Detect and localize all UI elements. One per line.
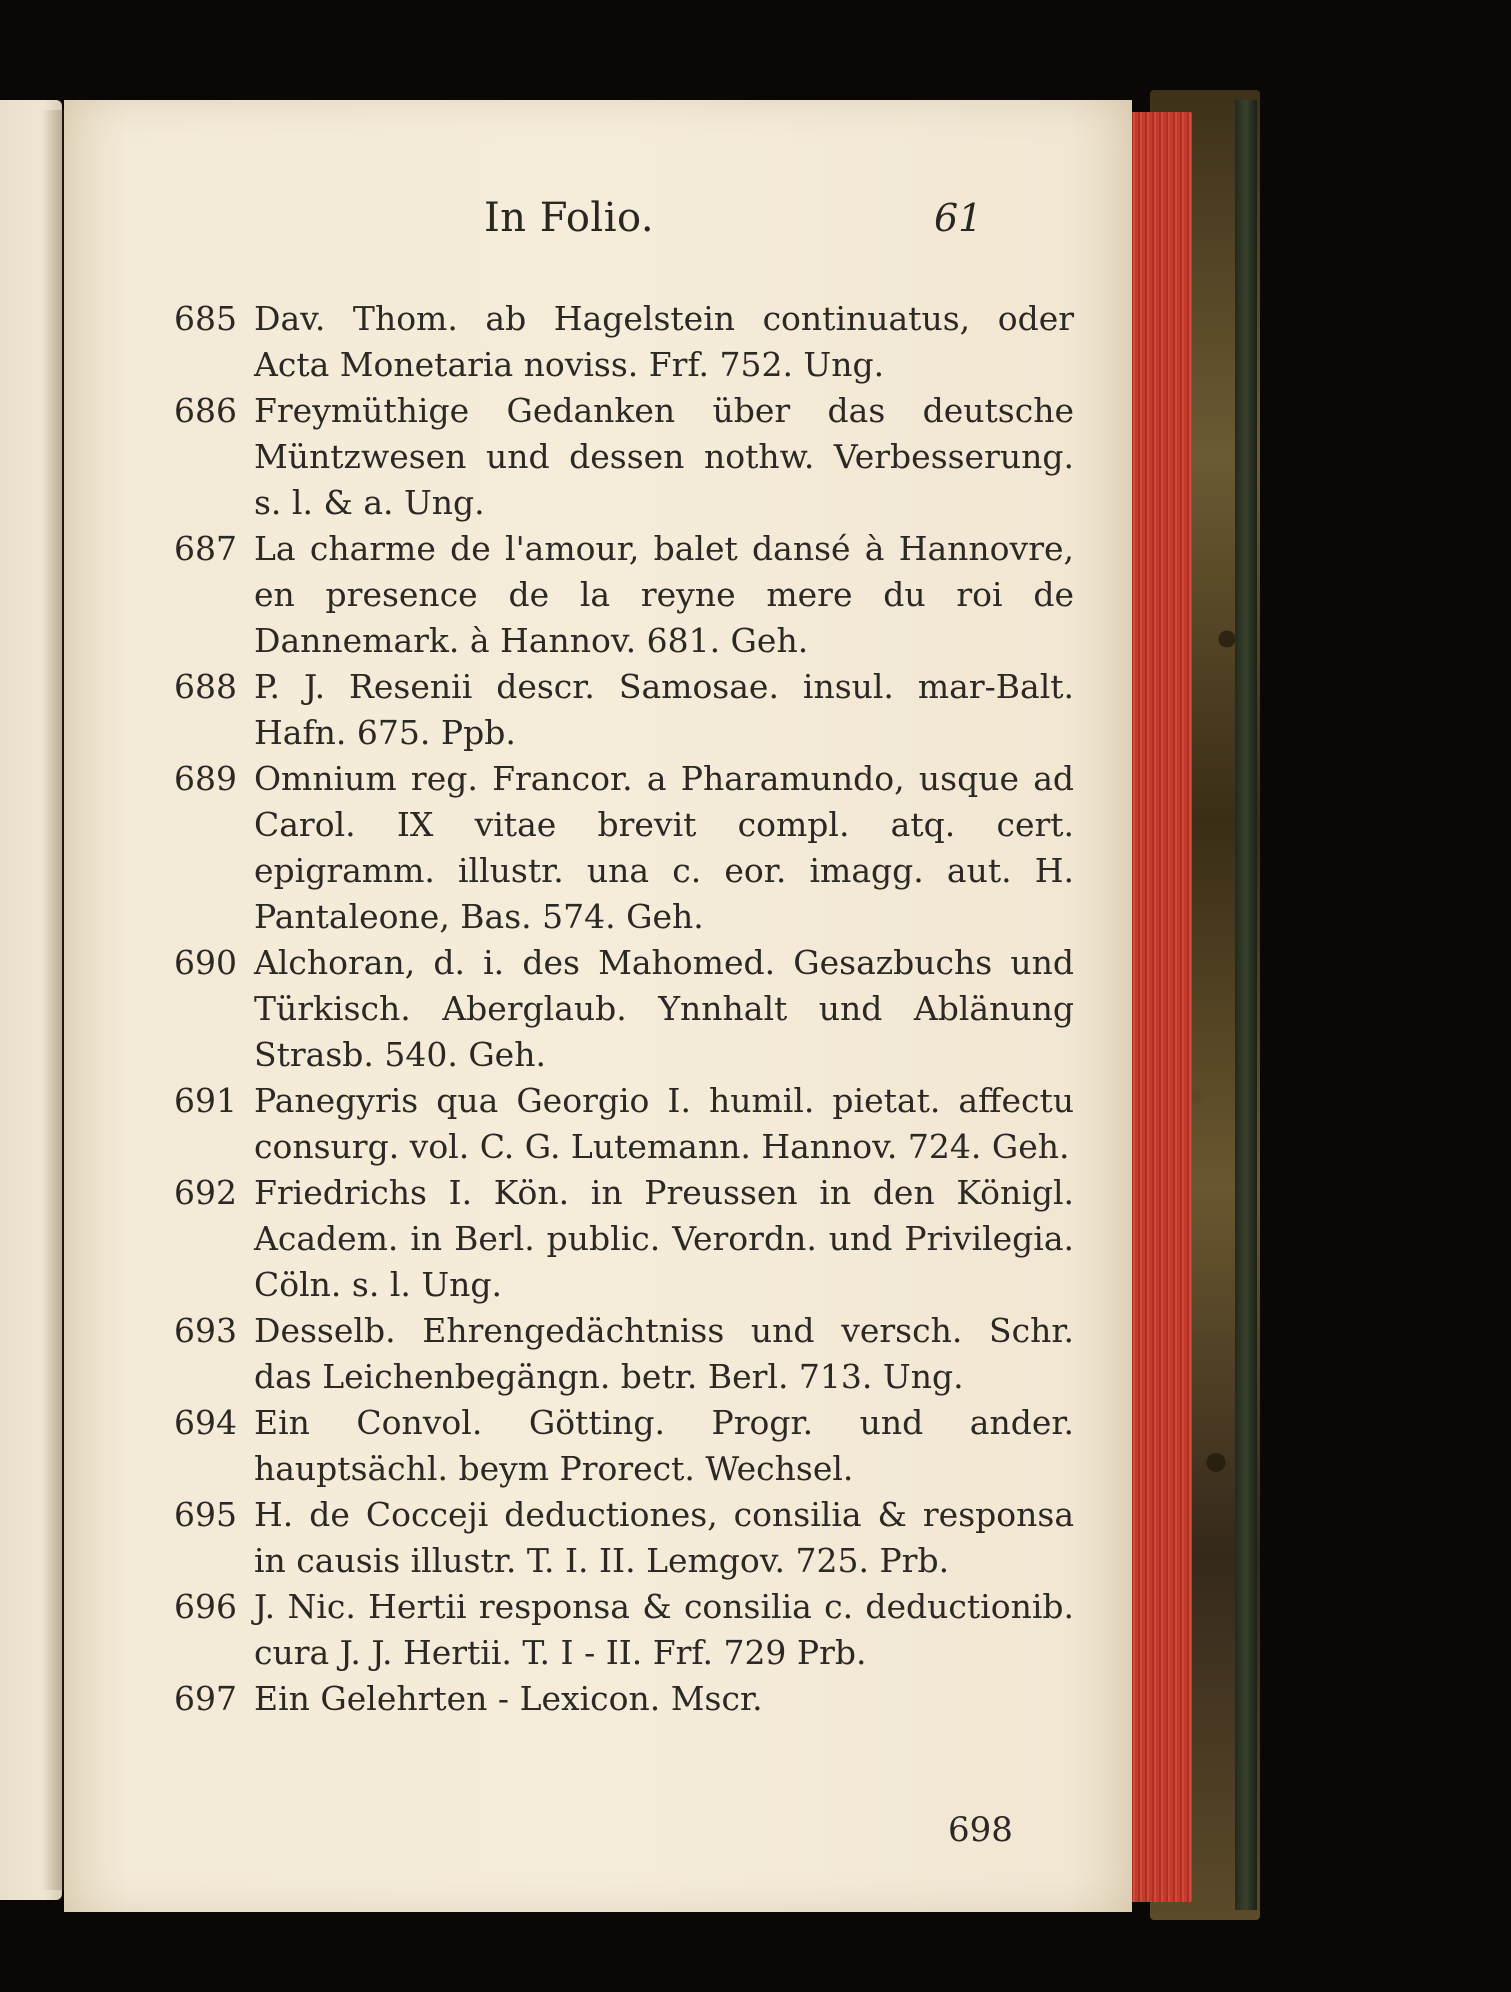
entry-text: Alchoran, d. i. des Mahomed. Gesazbuchs und Türkisch. Aberglaub. Ynnhalt und Ablänung Strasb. 540. Geh. — [254, 943, 1074, 1074]
catalog-entry — [174, 388, 1074, 526]
catalog-entry — [174, 1078, 1074, 1170]
entry-number: 689 — [174, 759, 237, 798]
entry-text: H. de Cocceji deductiones, consilia & responsa in causis illustr. T. I. II. Lemgov. 725. Prb. — [254, 1495, 1074, 1580]
entry-text: Friedrichs I. Kön. in Preussen in den Königl. Academ. in Berl. public. Verordn. und Privilegia. Cöln. s. l. Ung. — [254, 1173, 1074, 1304]
entry-text: P. J. Resenii descr. Samosae. insul. mar-Balt. Hafn. 675. Ppb. — [254, 667, 1074, 752]
entry-number: 685 — [174, 299, 237, 338]
catalog-entry — [174, 1492, 1074, 1584]
catalog-page — [64, 100, 1132, 1912]
entry-number: 697 — [174, 1679, 237, 1718]
entry-number: 690 — [174, 943, 237, 982]
entry-text: La charme de l'amour, balet dansé à Hannovre, en presence de la reyne mere du roi de Dannemark. à Hannov. 681. Geh. — [254, 529, 1074, 660]
catalog-entry — [174, 526, 1074, 664]
entry-list — [174, 296, 1074, 1722]
catalog-entry — [174, 1584, 1074, 1676]
catalog-entry — [174, 1170, 1074, 1308]
catalog-entry — [174, 664, 1074, 756]
catalog-entry — [174, 940, 1074, 1078]
entry-number: 686 — [174, 391, 237, 430]
entry-number: 691 — [174, 1081, 237, 1120]
entry-number: 695 — [174, 1495, 237, 1534]
catchword: 698 — [948, 1810, 1013, 1850]
entry-text: Dav. Thom. ab Hagelstein continuatus, oder Acta Monetaria noviss. Frf. 752. Ung. — [254, 299, 1074, 384]
entry-text: Freymüthige Gedanken über das deutsche Müntzwesen und dessen nothw. Verbesserung. s. l. & a. Ung. — [254, 391, 1074, 522]
entry-text: Ein Convol. Götting. Progr. und ander. hauptsächl. beym Prorect. Wechsel. — [254, 1403, 1074, 1488]
entry-text: Ein Gelehrten - Lexicon. Mscr. — [254, 1679, 763, 1718]
red-page-edges — [1128, 112, 1192, 1902]
entry-number: 687 — [174, 529, 237, 568]
catalog-entry — [174, 756, 1074, 940]
catalog-entry — [174, 1308, 1074, 1400]
entry-number: 692 — [174, 1173, 237, 1212]
entry-text: Omnium reg. Francor. a Pharamundo, usque ad Carol. IX vitae brevit compl. atq. cert. epigramm. illustr. una c. eor. imagg. aut. H. Pantaleone, Bas. 574. Geh. — [254, 759, 1074, 936]
running-head: In Folio. — [484, 195, 655, 241]
entry-number: 694 — [174, 1403, 237, 1442]
catalog-entry — [174, 1400, 1074, 1492]
entry-number: 693 — [174, 1311, 237, 1350]
entry-text: Panegyris qua Georgio I. humil. pietat. affectu consurg. vol. C. G. Lutemann. Hannov. 724. Geh. — [254, 1081, 1074, 1166]
entry-number: 688 — [174, 667, 237, 706]
catalog-entry — [174, 296, 1074, 388]
page-number: 61 — [934, 196, 983, 240]
entry-text: J. Nic. Hertii responsa & consilia c. deductionib. cura J. J. Hertii. T. I - II. Frf. 729 Prb. — [254, 1587, 1074, 1672]
entry-number: 696 — [174, 1587, 237, 1626]
cover-edge — [1235, 100, 1257, 1910]
catalog-entry — [174, 1676, 1074, 1722]
entry-text: Desselb. Ehrengedächtniss und versch. Schr. das Leichenbegängn. betr. Berl. 713. Ung. — [254, 1311, 1074, 1396]
